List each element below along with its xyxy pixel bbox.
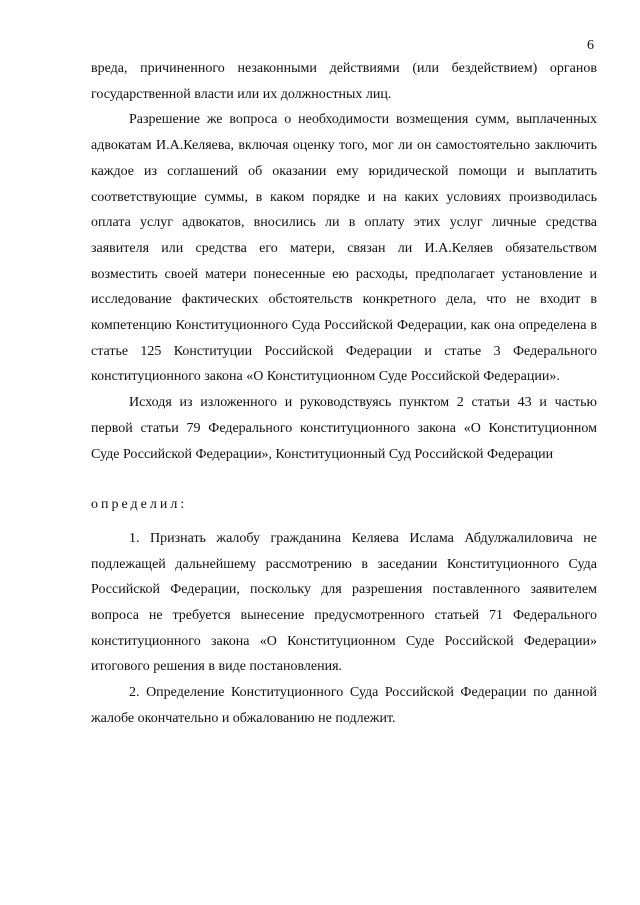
document-body — [91, 56, 597, 732]
paragraph-continuation: вреда, причиненного незаконными действиями (или бездействием) органов государственной власти или их должностных лиц. — [91, 61, 597, 102]
spacer — [91, 467, 597, 492]
paragraph-legal-basis: Исходя из изложенного и руководствуясь пунктом 2 статьи 43 и частью первой статьи 79 Федерального конституционного закона «О Конституционном Суде Российской Федерации», Конституционный Суд Российской Федерации — [91, 395, 597, 462]
resolution-heading: определил: — [91, 497, 188, 513]
resolution-item-1: 1. Признать жалобу гражданина Келяева Ислама Абдулжалиловича не подлежащей дальнейшему рассмотрению в заседании Конституционного Суда Российской Федерации, поскольку для разрешения поставленного заявителем вопроса не требуется вынесение предусмотренного статьей 71 Федерального конституционного закона «О Конституционном Суде Российской Федерации» итогового решения в виде постановления. — [91, 530, 597, 675]
paragraph-compensation-question: Разрешение же вопроса о необходимости возмещения сумм, выплаченных адвокатам И.А.Келяева, включая оценку того, мог ли он самостоятельно заключить каждое из соглашений об оказании ему юридической помощи и выплатить соответствующие суммы, в каком порядке и на каких условиях производилась оплата услуг адвокатов, вносились ли в оплату этих услуг личные средства заявителя или средства его матери, связан ли И.А.Келяев обязательством возместить своей матери понесенные ею расходы, предполагает установление и исследование фактических обстоятельств конкретного дела, что не входит в компетенцию Конституционного Суда Российской Федерации, как она определена в статье 125 Конституции Российской Федерации и статье 3 Федерального конституционного закона «О Конституционном Суде Российской Федерации». — [91, 112, 597, 385]
spacer — [91, 518, 597, 526]
page-number: 6 — [587, 38, 594, 53]
resolution-item-2: 2. Определение Конституционного Суда Российской Федерации по данной жалобе окончательно и обжалованию не подлежит. — [91, 685, 597, 726]
